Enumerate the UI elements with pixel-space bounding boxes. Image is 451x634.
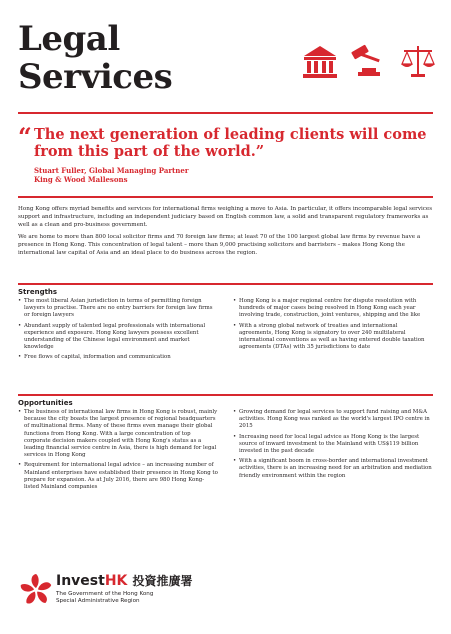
list-item: • Free flows of capital, information and communication bbox=[18, 354, 218, 361]
divider-quote bbox=[18, 196, 433, 198]
investhk-brand bbox=[56, 570, 193, 605]
opportunities-right-column bbox=[233, 409, 433, 494]
brand-invest: Invest bbox=[56, 573, 105, 589]
close-quote-mark: ” bbox=[255, 143, 265, 160]
government-text bbox=[56, 591, 193, 605]
list-item: • The business of international law firms in Hong Kong is robust, mainly because the city boasts the largest presence of regional headquarters of multinational firms. Many of these firms even manage their global functions from Hong Kong. With a large concentration of top corporate decision makers coupled with Hong Kong's status as a leading financial service centre in Asia, there is high demand for legal services in Hong Kong bbox=[18, 409, 218, 459]
divider-top bbox=[18, 112, 433, 114]
header-icons bbox=[300, 42, 440, 82]
bauhinia-icon bbox=[18, 572, 54, 608]
brand-chinese: 投資推廣署 bbox=[132, 574, 193, 588]
list-item: • With a strong global network of treaties and international agreements, Hong Kong is signatory to over 240 multilateral international conventions as well as having entered double taxation agreements (DTAs) with 35 jurisdictions to date bbox=[233, 323, 433, 352]
list-item: • Abundant supply of talented legal professionals with international experience and exposure. Hong Kong lawyers possess excellent understanding of the Chinese legal environment and market knowledge bbox=[18, 323, 218, 352]
page-title bbox=[18, 20, 172, 96]
scales-icon bbox=[398, 42, 438, 82]
intro-text bbox=[18, 205, 433, 261]
top-band bbox=[0, 0, 451, 9]
list-item: • Hong Kong is a major regional centre for dispute resolution with hundreds of major cases being resolved in Hong Kong each year involving trade, construction, joint ventures, shipping and the like bbox=[233, 298, 433, 320]
list-item: • Requirement for international legal advice – an increasing number of Mainland enterprises have established their presence in Hong Kong to prepare for expansion. As at July 2016, there are 980 Hong Kong-listed Mainland companies bbox=[18, 462, 218, 491]
gavel-icon bbox=[348, 42, 392, 82]
opportunities-left-column bbox=[18, 409, 218, 494]
title-line-1: Legal bbox=[18, 19, 120, 59]
strengths-left-column bbox=[18, 298, 218, 365]
quote-text bbox=[34, 126, 434, 160]
footer-logo bbox=[18, 568, 218, 624]
list-item: • With a significant boom in cross-border and international investment activities, there is an increasing need for an arbitration and mediation friendly environment within the region bbox=[233, 458, 433, 480]
intro-paragraph-2: We are home to more than 800 local solicitor firms and 70 foreign law firms; at least 70 of the 100 largest global law firms by revenue have a presence in Hong Kong. This concentration of legal talent – more than 9,000 practising solicitors and barristers – makes Hong Kong the international law capital of Asia and an ideal place to do business across the region. bbox=[18, 234, 421, 256]
quote-attribution bbox=[34, 166, 189, 184]
intro-paragraph-1: Hong Kong offers myriad benefits and services for international firms weighing a move to Asia. In particular, it offers incomparable legal services support and infrastructure, including an independent judiciary based on English common law, a solid and transparent regulatory frameworks as well as a clean and pro-business government. bbox=[18, 206, 433, 228]
quote-firm: King & Wood Mallesons bbox=[34, 175, 128, 184]
strengths-section bbox=[18, 285, 433, 365]
strengths-title: Strengths bbox=[18, 288, 58, 296]
quote-author: Stuart Fuller, Global Managing Partner bbox=[34, 166, 189, 175]
opportunities-section bbox=[18, 396, 433, 494]
opportunities-title: Opportunities bbox=[18, 399, 73, 407]
title-line-2: Services bbox=[18, 57, 173, 97]
open-quote-mark: “ bbox=[18, 122, 32, 151]
government-line-2: Special Administrative Region bbox=[56, 598, 140, 604]
list-item: • Increasing need for local legal advice as Hong Kong is the largest source of inward investment to the Mainland with US$119 billion invested in the past decade bbox=[233, 434, 433, 456]
strengths-right-column bbox=[233, 298, 433, 365]
list-item: • The most liberal Asian jurisdiction in terms of permitting foreign lawyers to practise. There are no entry barriers for foreign law firms or foreign lawyers bbox=[18, 298, 218, 320]
list-item: • Growing demand for legal services to support fund raising and M&A activities. Hong Kong was ranked as the world's largest IPO centre in 2015 bbox=[233, 409, 433, 431]
courthouse-icon bbox=[300, 42, 340, 82]
brand-hk: HK bbox=[104, 573, 128, 589]
government-line-1: The Government of the Hong Kong bbox=[56, 591, 154, 597]
quote-body: The next generation of leading clients will come from this part of the world. bbox=[34, 126, 427, 160]
